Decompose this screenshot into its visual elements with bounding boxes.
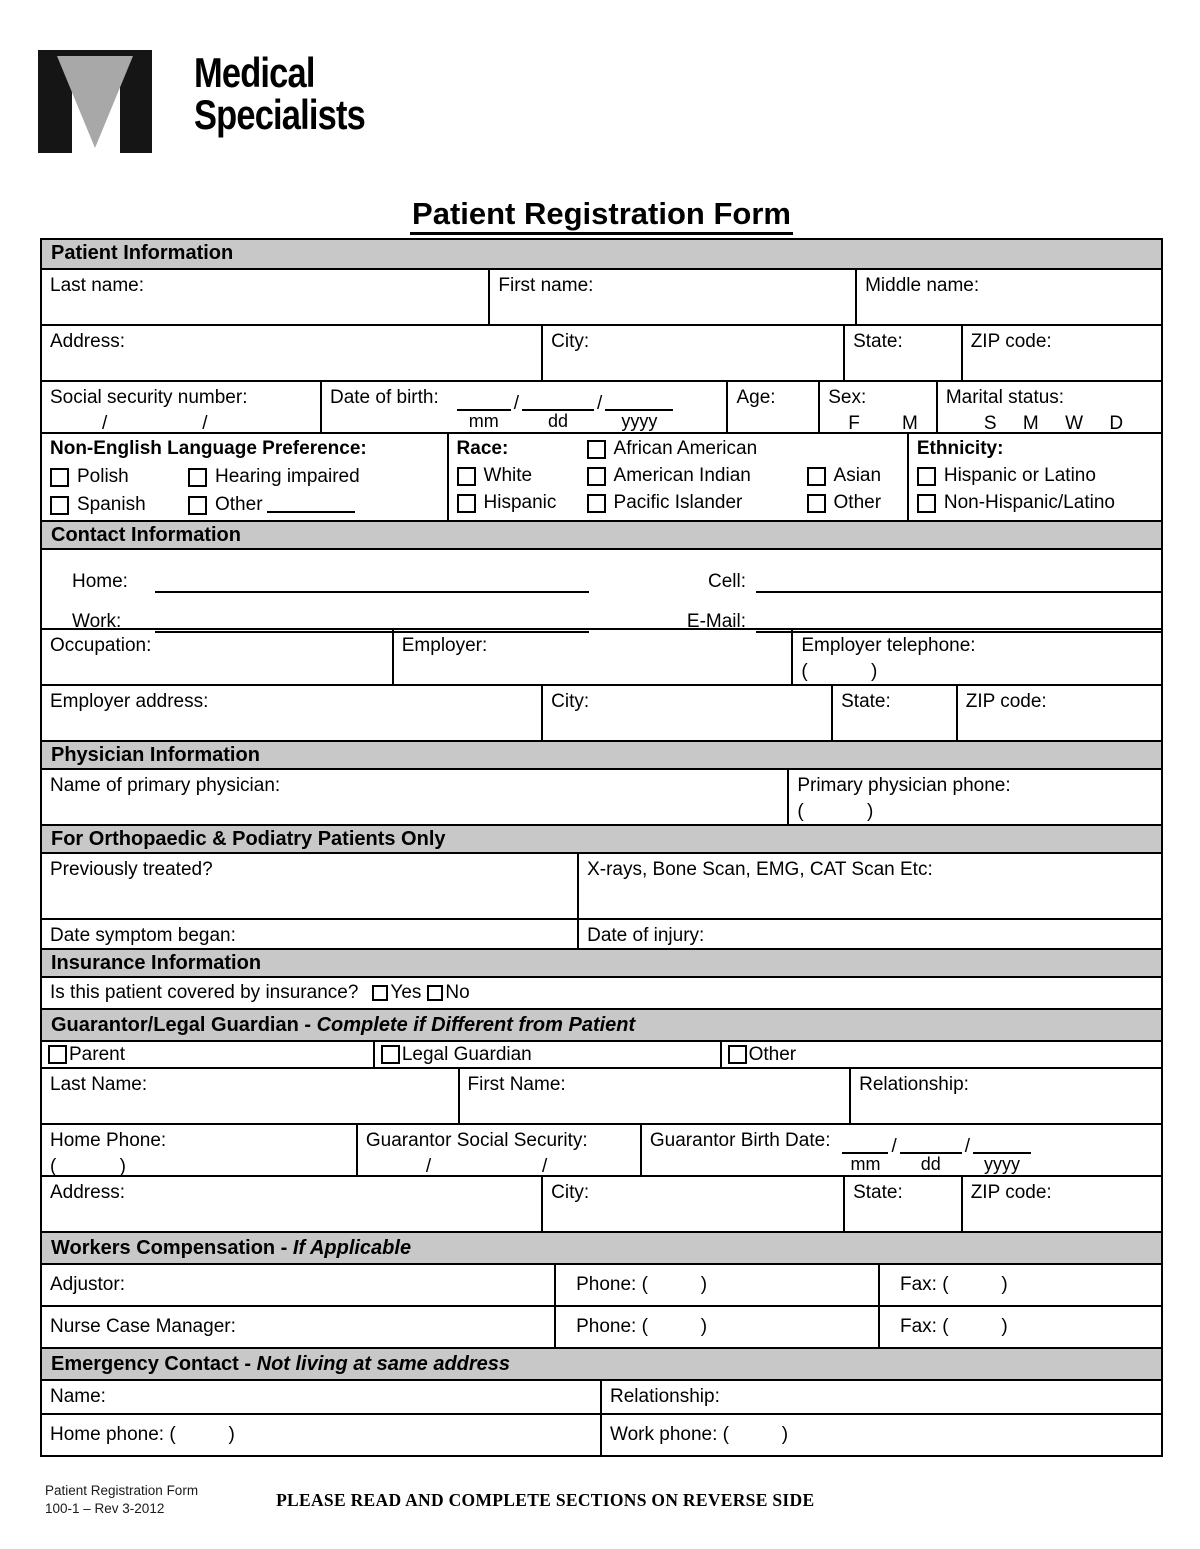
footer-form-id (45, 1482, 198, 1518)
language-other-checkbox[interactable] (188, 496, 207, 515)
dob-mm-blank[interactable] (457, 389, 511, 411)
guarantor-last-name-label: Last Name: (50, 1074, 148, 1095)
row-occupation-employer (42, 628, 1161, 684)
field-age[interactable] (726, 382, 818, 432)
medical-specialists-logo (38, 49, 365, 153)
row-guarantor-phone-ssn-birth (42, 1123, 1161, 1175)
marital-status-label: Marital status: (945, 387, 1065, 408)
guarantor-dd-blank[interactable] (900, 1132, 962, 1154)
nurse-phone-label: Phone: ( ) (576, 1316, 708, 1337)
american-indian-checkbox[interactable] (587, 467, 606, 486)
section-header-physician-information-label: Physician Information (51, 744, 260, 766)
workers-comp-header-italic: If Applicable (292, 1237, 412, 1259)
address-label: Address: (50, 331, 125, 352)
field-last-name[interactable] (42, 270, 488, 324)
occupation-label: Occupation: (50, 635, 152, 656)
physician-phone-label: Primary physician phone: (797, 775, 1011, 796)
field-date-symptom[interactable] (42, 920, 577, 948)
option-insurance-yes[interactable] (372, 982, 421, 1004)
m-logo-triangle (57, 56, 133, 148)
field-guarantor-zip[interactable] (961, 1177, 1161, 1231)
guarantor-mm-label: mm (850, 1154, 881, 1174)
first-name-label: First name: (498, 275, 594, 296)
employer-city-label: City: (551, 691, 590, 712)
field-guarantor-last-name[interactable] (42, 1069, 458, 1123)
row-previously-treated (42, 852, 1161, 918)
logo-line2: Specialists (194, 91, 365, 138)
ssn-slashes: / / (102, 413, 208, 434)
employer-telephone-label: Employer telephone: (801, 635, 976, 656)
dob-blanks (457, 389, 674, 432)
field-adjustor-phone[interactable] (554, 1265, 878, 1305)
language-other-blank[interactable] (267, 498, 355, 513)
guarantor-slash-2: / (964, 1136, 971, 1157)
parent-label: Parent (69, 1043, 125, 1065)
option-polish[interactable] (50, 466, 188, 488)
field-guarantor-home-phone[interactable] (42, 1125, 356, 1175)
field-dob[interactable] (320, 382, 727, 432)
adjustor-fax-label: Fax: ( ) (899, 1274, 1008, 1295)
footer-form-rev: 100-1 – Rev 3-2012 (45, 1501, 165, 1517)
field-employer-state[interactable] (831, 686, 956, 740)
field-nurse-phone[interactable] (554, 1307, 878, 1347)
city-label: City: (551, 331, 590, 352)
field-date-injury[interactable] (577, 920, 1161, 948)
row-employer-address (42, 684, 1161, 740)
guarantor-ssn-label: Guarantor Social Security: (365, 1130, 588, 1151)
parent-checkbox[interactable] (48, 1045, 67, 1064)
page-title (40, 196, 1163, 232)
row-symptom-injury (42, 918, 1161, 948)
guarantor-slash-1: / (891, 1136, 897, 1157)
email-label: E-Mail: (686, 611, 747, 632)
dob-yyyy-label: yyyy (621, 411, 658, 431)
legal-guardian-label: Legal Guardian (401, 1043, 532, 1065)
language-other-label: Other (215, 494, 263, 515)
guarantor-birth-label: Guarantor Birth Date: (649, 1130, 831, 1151)
row-patient-address (42, 324, 1161, 380)
section-header-physician-information (42, 740, 1161, 768)
field-employer[interactable] (392, 630, 792, 684)
non-hispanic-latino-checkbox[interactable] (917, 494, 936, 513)
spanish-checkbox[interactable] (50, 496, 69, 515)
option-asian[interactable] (807, 465, 899, 487)
option-hearing-impaired[interactable] (188, 466, 439, 488)
field-guarantor-birth-date[interactable] (640, 1125, 1161, 1175)
age-label: Age: (736, 387, 776, 408)
field-race (447, 434, 907, 520)
guarantor-other-label: Other (748, 1043, 797, 1065)
field-language-preference (42, 434, 447, 520)
row-contact-phones (42, 548, 1161, 632)
emergency-contact-header-main: Emergency Contact - (51, 1353, 252, 1375)
employer-address-label: Employer address: (50, 691, 209, 712)
option-african-american[interactable] (587, 438, 807, 460)
page-title-text: Patient Registration Form (410, 196, 793, 235)
polish-label: Polish (77, 466, 129, 487)
guarantor-header-italic: Complete if Different from Patient (316, 1014, 636, 1036)
guarantor-yyyy-label: yyyy (984, 1154, 1021, 1174)
option-legal-guardian[interactable] (373, 1042, 720, 1067)
row-language-race-ethnicity (42, 432, 1161, 520)
field-guarantor-ssn[interactable] (356, 1125, 640, 1175)
emergency-contact-header-italic: Not living at same address (256, 1353, 511, 1375)
guarantor-other-checkbox[interactable] (728, 1045, 747, 1064)
field-guarantor-address[interactable] (42, 1177, 541, 1231)
state-label: State: (853, 331, 903, 352)
footer-notice: PLEASE READ AND COMPLETE SECTIONS ON REVERSE SIDE (276, 1489, 815, 1510)
white-checkbox[interactable] (457, 467, 476, 486)
previously-treated-label: Previously treated? (50, 859, 213, 880)
guarantor-relationship-label: Relationship: (859, 1074, 969, 1095)
dob-yyyy-blank[interactable] (605, 389, 673, 411)
field-middle-name[interactable] (855, 270, 1161, 324)
white-label: White (483, 465, 533, 486)
cell-phone-label: Cell: (708, 571, 747, 592)
employer-telephone-parens: ( ) (801, 661, 878, 682)
option-language-other[interactable] (188, 494, 439, 516)
date-symptom-label: Date symptom began: (50, 925, 236, 946)
page-footer (45, 1482, 814, 1518)
date-injury-label: Date of injury: (587, 925, 705, 946)
row-adjustor (42, 1263, 1161, 1305)
field-zip[interactable] (961, 326, 1161, 380)
race-header: Race: (456, 438, 509, 459)
employer-zip-label: ZIP code: (965, 691, 1047, 712)
hispanic-or-latino-label: Hispanic or Latino (943, 465, 1096, 486)
row-nurse-case-manager (42, 1305, 1161, 1347)
field-state[interactable] (843, 326, 961, 380)
dob-slash-2: / (597, 393, 603, 414)
american-indian-label: American Indian (613, 465, 751, 486)
field-physician-phone[interactable] (787, 770, 1161, 824)
section-header-patient-information (42, 240, 1161, 268)
dob-dd-label: dd (548, 411, 569, 431)
field-occupation[interactable] (42, 630, 392, 684)
guarantor-mm-blank[interactable] (842, 1132, 888, 1154)
field-first-name[interactable] (488, 270, 855, 324)
row-guarantor-type (42, 1040, 1161, 1067)
option-insurance-no[interactable] (427, 982, 469, 1004)
section-header-contact-information-label: Contact Information (51, 524, 241, 546)
registration-form-table (40, 238, 1163, 1457)
option-pacific-islander[interactable] (587, 492, 807, 514)
section-header-insurance-label: Insurance Information (51, 952, 262, 974)
ssn-label: Social security number: (50, 387, 248, 408)
m-logo-icon (38, 50, 152, 153)
option-parent[interactable] (42, 1042, 373, 1067)
emergency-home-phone-label: Home phone: ( ) (50, 1424, 235, 1445)
row-physician (42, 768, 1161, 824)
guarantor-first-name-label: First Name: (467, 1074, 566, 1095)
field-adjustor-fax[interactable] (878, 1265, 1161, 1305)
field-guarantor-relationship[interactable] (849, 1069, 1161, 1123)
field-emergency-home-phone[interactable] (42, 1415, 600, 1455)
field-ethnicity (907, 434, 1161, 520)
dob-label: Date of birth: (329, 387, 439, 408)
field-guarantor-state[interactable] (843, 1177, 961, 1231)
option-guarantor-other[interactable] (720, 1042, 1161, 1067)
logo-wordmark (194, 49, 365, 138)
work-phone-label: Work: (72, 611, 122, 632)
african-american-label: African American (613, 438, 758, 459)
option-spanish[interactable] (50, 494, 188, 516)
hearing-impaired-checkbox[interactable] (188, 468, 207, 487)
physician-phone-parens: ( ) (797, 801, 874, 822)
option-hispanic[interactable] (457, 492, 587, 514)
african-american-checkbox[interactable] (587, 440, 606, 459)
nurse-fax-label: Fax: ( ) (899, 1316, 1008, 1337)
dob-slash-1: / (513, 393, 520, 414)
field-primary-physician[interactable] (42, 770, 787, 824)
workers-comp-header-main: Workers Compensation - (51, 1237, 288, 1259)
field-address[interactable] (42, 326, 541, 380)
field-marital-status[interactable] (936, 382, 1161, 432)
option-race-other[interactable] (807, 492, 899, 514)
guarantor-home-phone-parens: ( ) (50, 1156, 126, 1177)
home-phone-blank[interactable] (155, 569, 589, 593)
guarantor-yyyy-blank[interactable] (973, 1132, 1031, 1154)
guarantor-state-label: State: (853, 1182, 903, 1203)
employer-label: Employer: (401, 635, 488, 656)
field-emergency-work-phone[interactable] (600, 1415, 1161, 1455)
dob-mm-label: mm (468, 411, 499, 431)
dob-dd-blank[interactable] (522, 389, 594, 411)
sex-options[interactable]: F M (848, 413, 918, 434)
logo-line1: Medical (194, 49, 315, 96)
section-header-workers-comp (42, 1231, 1161, 1263)
cell-phone-blank[interactable] (756, 569, 1161, 593)
asian-label: Asian (833, 465, 882, 486)
race-other-checkbox[interactable] (807, 494, 826, 513)
insurance-no-checkbox[interactable] (427, 985, 443, 1001)
field-employer-telephone[interactable] (791, 630, 1161, 684)
field-employer-address[interactable] (42, 686, 541, 740)
field-nurse-case-manager[interactable] (42, 1307, 554, 1347)
hispanic-label: Hispanic (483, 492, 557, 513)
section-header-guarantor (42, 1008, 1161, 1040)
employer-state-label: State: (841, 691, 891, 712)
row-emergency-phones (42, 1413, 1161, 1455)
zip-label: ZIP code: (970, 331, 1052, 352)
asian-checkbox[interactable] (807, 467, 826, 486)
section-header-contact-information (42, 520, 1161, 548)
sex-label: Sex: (828, 387, 867, 408)
row-insurance-question (42, 976, 1161, 1008)
field-employer-city[interactable] (541, 686, 831, 740)
guarantor-address-label: Address: (50, 1182, 125, 1203)
field-ssn[interactable] (42, 382, 320, 432)
section-header-emergency-contact (42, 1347, 1161, 1379)
insurance-no-label: No (445, 982, 470, 1003)
section-header-ortho-podiatry (42, 824, 1161, 852)
row-guarantor-name (42, 1067, 1161, 1123)
option-american-indian[interactable] (587, 465, 807, 487)
field-guarantor-city[interactable] (541, 1177, 843, 1231)
insurance-question-label: Is this patient covered by insurance? (50, 982, 359, 1003)
field-xrays[interactable] (577, 854, 1161, 918)
field-sex[interactable] (818, 382, 936, 432)
field-previously-treated[interactable] (42, 854, 577, 918)
nurse-case-manager-label: Nurse Case Manager: (50, 1316, 236, 1337)
guarantor-dd-label: dd (920, 1154, 941, 1174)
legal-guardian-checkbox[interactable] (381, 1045, 400, 1064)
option-non-hispanic-latino[interactable] (917, 492, 1153, 514)
marital-status-options[interactable]: S M W D (983, 413, 1124, 434)
field-emergency-relationship[interactable] (600, 1381, 1161, 1413)
option-hispanic-or-latino[interactable] (917, 465, 1153, 487)
hispanic-checkbox[interactable] (457, 494, 476, 513)
insurance-yes-label: Yes (390, 982, 422, 1003)
section-header-patient-information-label: Patient Information (51, 242, 234, 264)
language-preference-header: Non-English Language Preference: (50, 438, 367, 459)
adjustor-phone-label: Phone: ( ) (576, 1274, 708, 1295)
guarantor-home-phone-label: Home Phone: (50, 1130, 167, 1151)
row-patient-name (42, 268, 1161, 324)
row-guarantor-address (42, 1175, 1161, 1231)
emergency-relationship-label: Relationship: (610, 1386, 720, 1407)
field-employer-zip[interactable] (956, 686, 1161, 740)
middle-name-label: Middle name: (865, 275, 980, 296)
hearing-impaired-label: Hearing impaired (215, 466, 360, 487)
pacific-islander-checkbox[interactable] (587, 494, 606, 513)
option-white[interactable] (457, 465, 587, 487)
race-other-label: Other (833, 492, 882, 513)
field-city[interactable] (541, 326, 843, 380)
field-nurse-fax[interactable] (878, 1307, 1161, 1347)
pacific-islander-label: Pacific Islander (613, 492, 743, 513)
last-name-label: Last name: (50, 275, 144, 296)
polish-checkbox[interactable] (50, 468, 69, 487)
guarantor-city-label: City: (551, 1182, 590, 1203)
home-phone-label: Home: (72, 571, 128, 592)
footer-form-name: Patient Registration Form (45, 1483, 199, 1498)
guarantor-header-main: Guarantor/Legal Guardian - (51, 1014, 312, 1036)
section-header-insurance (42, 948, 1161, 976)
guarantor-zip-label: ZIP code: (970, 1182, 1052, 1203)
adjustor-label: Adjustor: (50, 1274, 125, 1295)
non-hispanic-latino-label: Non-Hispanic/Latino (943, 492, 1115, 513)
guarantor-birth-blanks (842, 1132, 1031, 1175)
field-emergency-name[interactable] (42, 1381, 600, 1413)
field-adjustor[interactable] (42, 1265, 554, 1305)
spanish-label: Spanish (77, 494, 146, 515)
xrays-label: X-rays, Bone Scan, EMG, CAT Scan Etc: (587, 859, 933, 880)
guarantor-ssn-slashes: / / (425, 1156, 548, 1177)
section-header-ortho-podiatry-label: For Orthopaedic & Podiatry Patients Only (51, 828, 446, 850)
row-emergency-name (42, 1379, 1161, 1413)
emergency-name-label: Name: (50, 1386, 106, 1407)
field-guarantor-first-name[interactable] (458, 1069, 850, 1123)
ethnicity-header: Ethnicity: (916, 438, 1004, 459)
row-ssn-dob (42, 380, 1161, 432)
insurance-yes-checkbox[interactable] (372, 985, 388, 1001)
emergency-work-phone-label: Work phone: ( ) (610, 1424, 789, 1445)
primary-physician-label: Name of primary physician: (50, 775, 281, 796)
hispanic-or-latino-checkbox[interactable] (917, 467, 936, 486)
